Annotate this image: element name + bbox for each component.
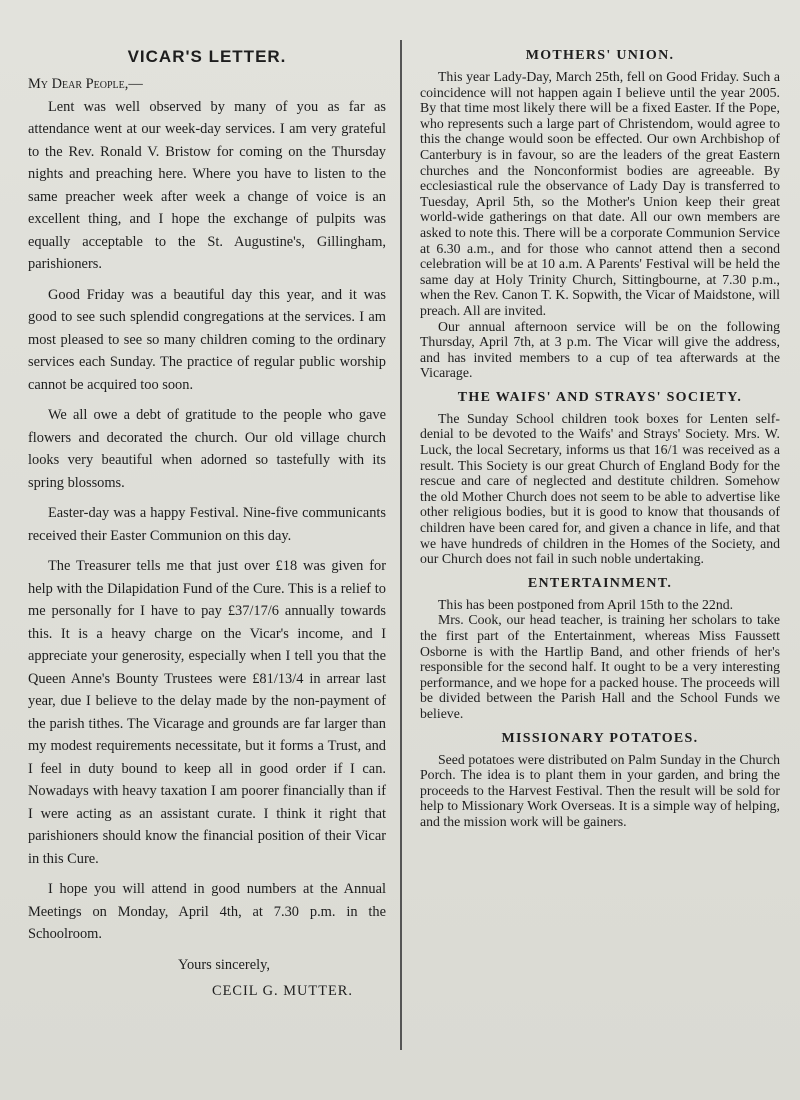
letter-paragraph: Lent was well observed by many of you as far as attendance went at our week-day services. I am very grateful to the Rev. Ronald V. Bristow for coming on the Thursday nights and preaching here. Where you have to listen to the same preacher week after week a change of voice is an excellent thing, and I hope the exchange of pulpits was equally acceptable to the St. Augustine's, Gillingham, parishioners. [28,98,386,272]
letter-salutation: My Dear People,— [28,76,143,92]
letter-closing: Yours sincerely, [178,956,270,973]
entertainment-paragraph: Mrs. Cook, our head teacher, is training her scholars to take the first part of the Entertainment, whereas Miss Faussett Osborne is with the Hartlip Band, and other friends of her's responsible for the second half. It ought to be a very interesting performance, and we hope for a packed house. The proceeds will be divided between the Parish Hall and the School Funds we believe. [420,612,780,721]
notices-column [420,47,780,830]
vicars-letter-title: VICAR'S LETTER. [127,47,287,66]
letter-paragraph: I hope you will attend in good numbers at the Annual Meetings on Monday, April 4th, at 7.30 p.m. in the Schoolroom. [28,881,386,942]
letter-paragraph: We all owe a debt of gratitude to the people who gave flowers and decorated the church. Our old village church looks very beautiful when adorned so tastefully with its spring blossoms. [28,407,386,491]
entertainment-heading: ENTERTAINMENT. [527,575,673,591]
mothers-union-paragraph: This year Lady-Day, March 25th, fell on Good Friday. Such a coincidence will not happen again I believe until the year 2005. By that time most likely there will be a fixed Easter. If the Pope, who represents such a large part of Christendom, would agree to this the change would soon be effected. Our own Archbishop of Canterbury is in favour, so are the leaders of the great Eastern churches and the Nonconformist bodies are agreeable. By ecclesiastical rule the observance of Lady Day is transferred to Tuesday, April 5th, so the Mother's Union keep their great world-wide gatherings on that date. All our own members are asked to note this. There will be a corporate Communion Service at 6.30 a.m., and for those who cannot attend then a second celebration will be at 10 a.m. A Parents' Festival will be held the same day at Holy Trinity Church, Sittingbourne, at 7.30 p.m., when the Rev. Canon T. K. Sopwith, the Vicar of Maidstone, will preach. All are invited. [420,69,781,318]
letter-paragraph: The Treasurer tells me that just over £18 was given for help with the Dilapidation Fund of the Cure. This is a relief to me personally for I have to pay £37/17/6 annually towards this. It is a heavy charge on the Vicar's income, and I appreciate your generosity, especially when I tell you that the Queen Anne's Bounty Trustees were £81/13/4 in arrear last year, due I believe to the delay made by the non-payment of the parish tithes. The Vicarage and grounds are far larger than my modest requirements necessitate, but it forms a Trust, and I feel in duty bound to keep all in good order if I can. Nowadays with heavy taxation I am poorer financially than if I were acting as an assistant curate. I think it right that parishioners should know the financial position of their Vicar in this Cure. [28,558,386,867]
letter-paragraph: Easter-day was a happy Festival. Nine-five communicants received their Easter Communion on this day. [28,505,386,544]
vicars-letter-column [28,46,386,1003]
mothers-union-paragraph: Our annual afternoon service will be on the following Thursday, April 7th, at 3 p.m. The Vicar will give the address, and has invited members to a cup of tea afterwards at the Vicarage. [420,318,780,381]
waifs-strays-paragraph: The Sunday School children took boxes for Lenten self-denial to be devoted to the Waifs' and Strays' Society. Mrs. W. Luck, the local Secretary, informs us that 16/1 was received as a result. This Society is our great Church of England Body for the rescue and care of neglected and destitute children. Somehow the old Mother Church does not seem to be able to advertise like other religious bodies, but it is good to know that thousands of children have been cared for, and given a chance in life, and that we have hundreds of children in the Homes of the Society, and our Church does not fail in such noble undertaking. [420,410,780,567]
letter-paragraph: Good Friday was a beautiful day this year, and it was good to see such splendid congregations at the services. I am most pleased to see so many children coming to the ordinary services each Sunday. The practice of regular public worship cannot be acquired too soon. [28,286,386,393]
missionary-potatoes-heading: MISSIONARY POTATOES. [501,730,699,746]
waifs-strays-heading: THE WAIFS' AND STRAYS' SOCIETY. [457,389,743,405]
letter-signature: CECIL G. MUTTER. [212,983,353,999]
mothers-union-heading: MOTHERS' UNION. [525,48,675,63]
missionary-potatoes-paragraph: Seed potatoes were distributed on Palm Sunday in the Church Porch. The idea is to plant them in your garden, and bring the proceeds to the Harvest Festival. Then the result will be sold for help to Missionary Work Overseas. It is a simple way of helping, and the mission work will be gainers. [420,751,780,829]
entertainment-paragraph: This has been postponed from April 15th to the 22nd. [438,596,734,612]
column-divider [400,40,402,1050]
